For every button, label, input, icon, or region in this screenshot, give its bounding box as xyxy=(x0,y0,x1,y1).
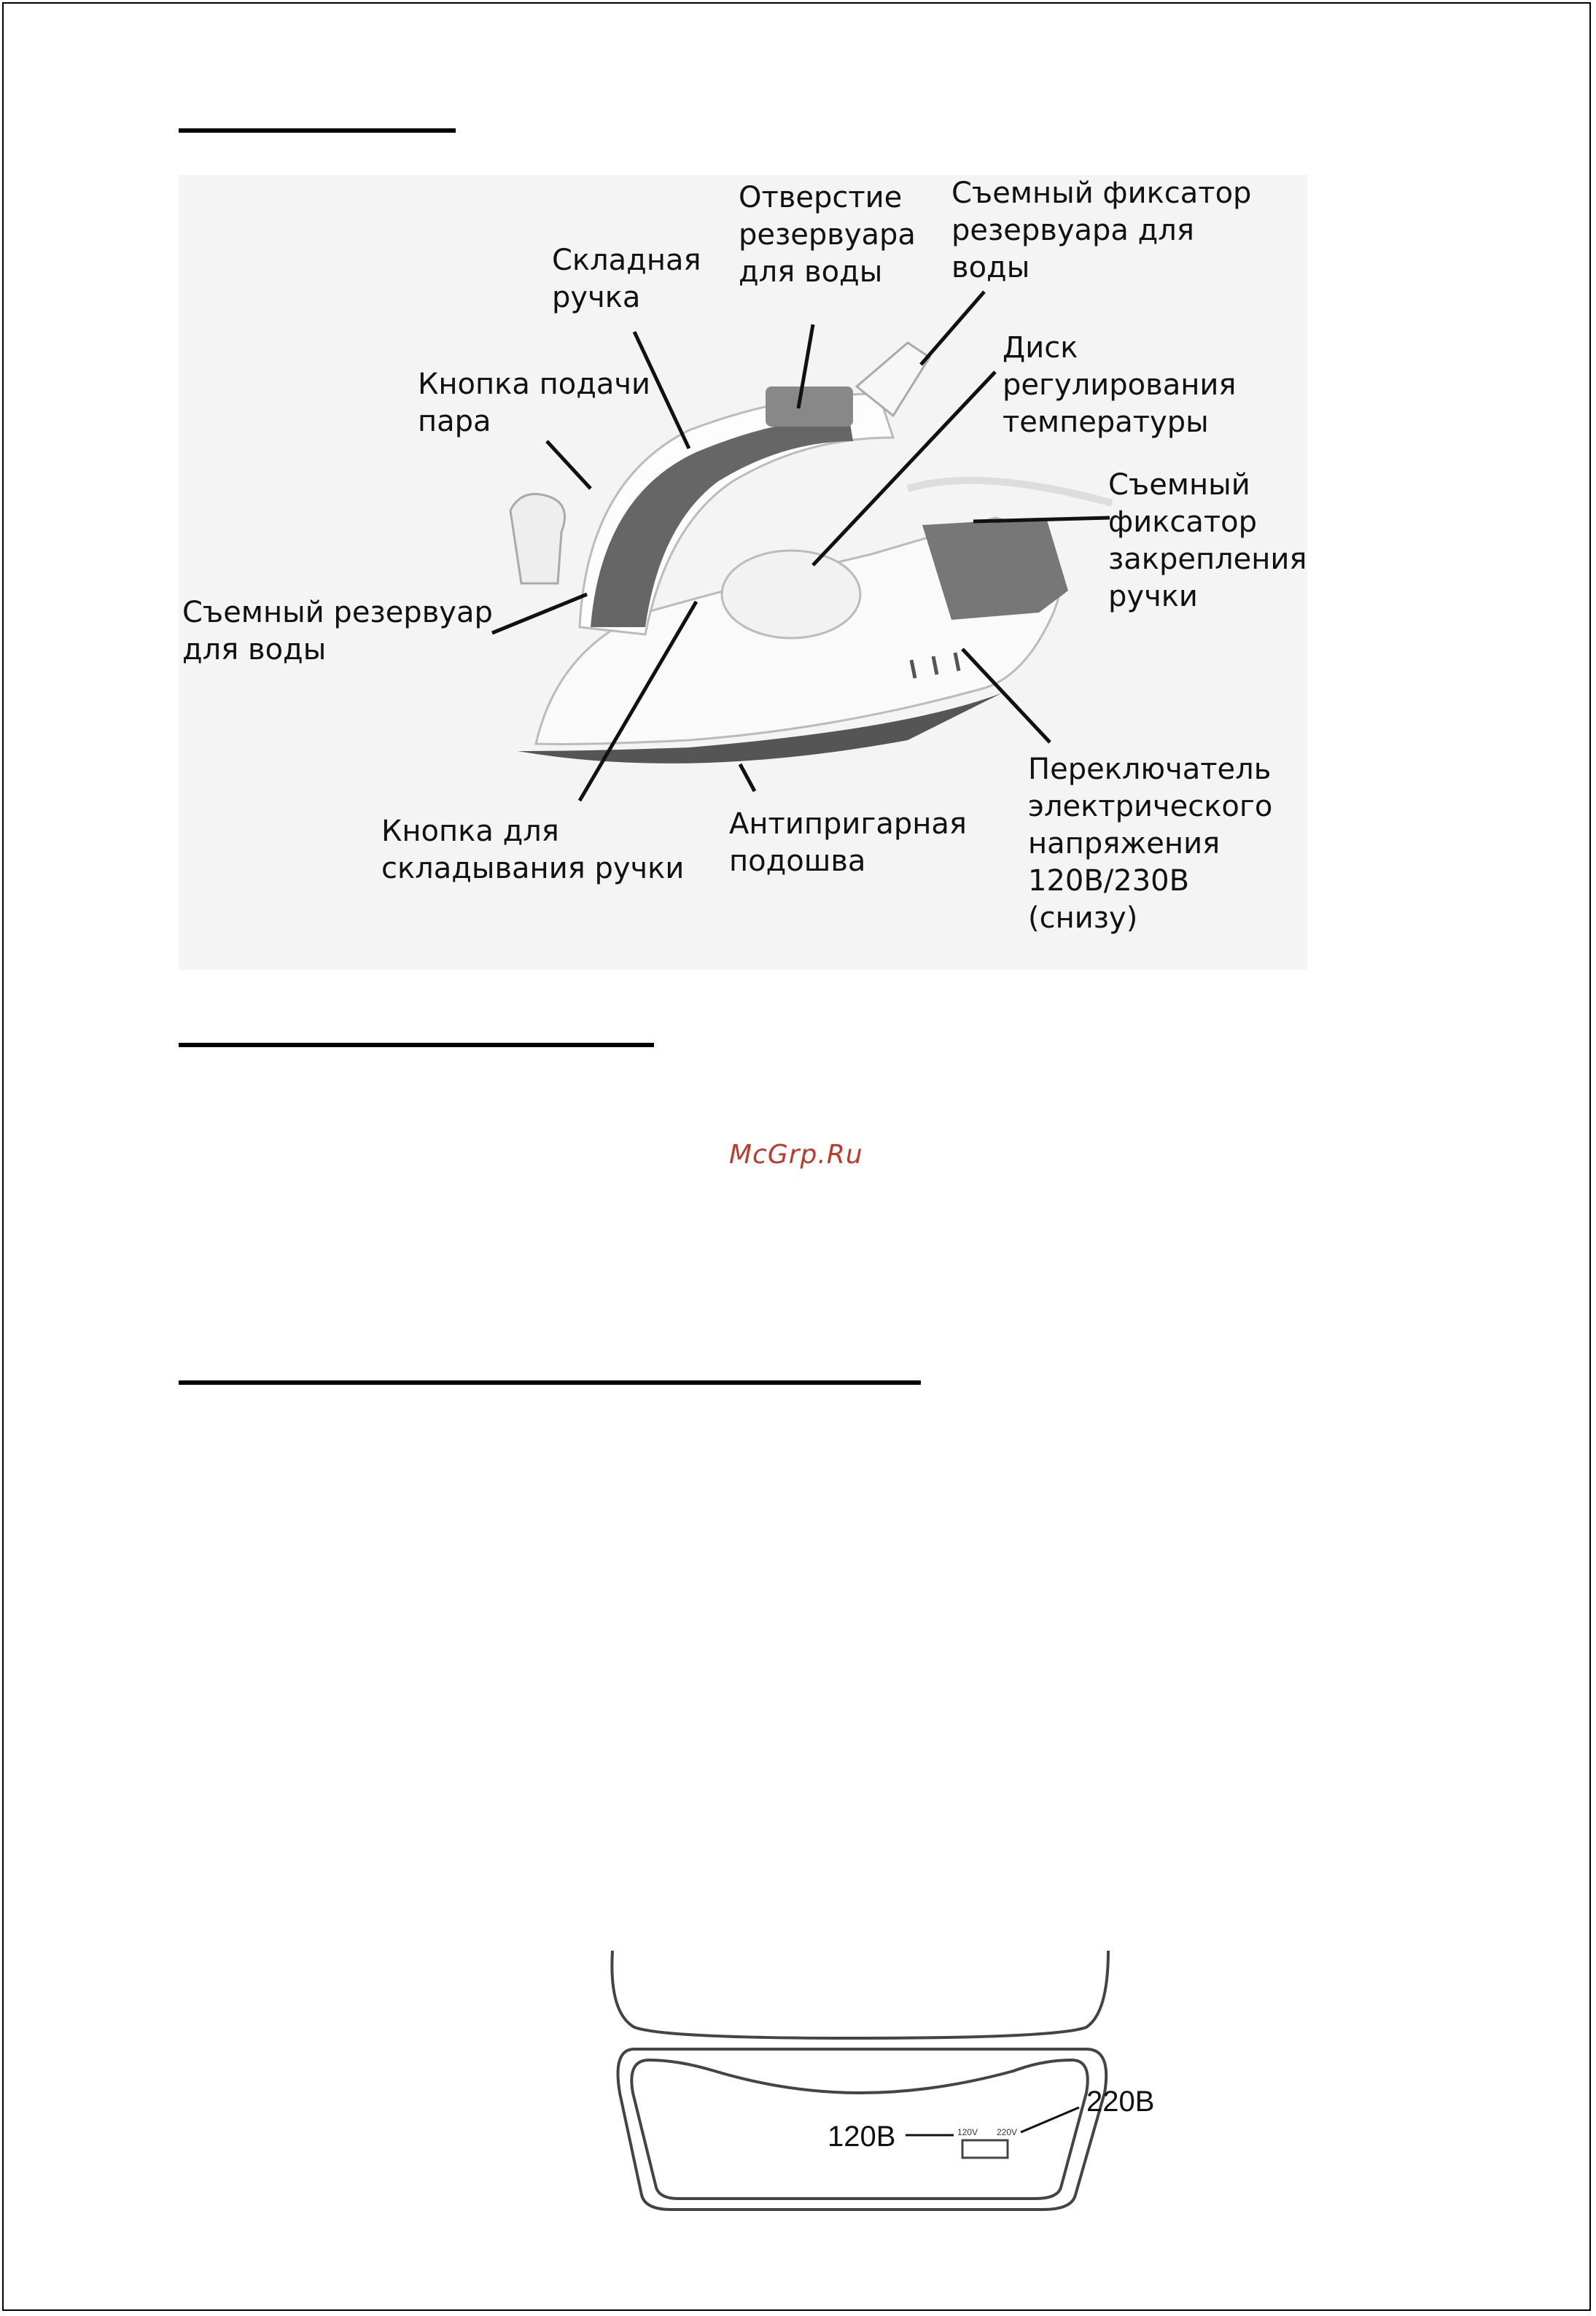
label-tank-opening: Отверстие резервуара для воды xyxy=(739,181,916,289)
label-folding-handle: Складная ручка xyxy=(552,244,701,314)
voltage-diagram xyxy=(605,1947,1174,2217)
heading-rule-3 xyxy=(179,1380,921,1385)
label-temp-dial: Диск регулирования температуры xyxy=(1003,331,1237,439)
voltage-switch-illustration xyxy=(605,1947,1174,2217)
label-voltage-switch: Переключатель электрического напряжения 120В/230В (снизу) xyxy=(1028,753,1273,935)
iron-bottom-outline xyxy=(612,1951,1108,2038)
label-water-tank: Съемный резервуар для воды xyxy=(182,596,493,667)
label-220v: 220В xyxy=(1086,2086,1155,2118)
watermark: McGrp.Ru xyxy=(729,1140,863,1170)
label-steam-button: Кнопка подачи пара xyxy=(418,368,650,438)
label-soleplate: Антипригарная подошва xyxy=(729,807,967,878)
label-handle-latch: Съемный фиксатор закрепления ручки xyxy=(1108,468,1307,613)
steam-button-shape xyxy=(510,494,565,584)
label-fold-button: Кнопка для складывания ручки xyxy=(381,815,685,885)
temp-dial-shape xyxy=(722,551,860,638)
heading-rule-2 xyxy=(179,1043,654,1047)
heading-rule-1 xyxy=(179,128,456,133)
voltage-slider xyxy=(962,2140,1008,2158)
small-label-120: 120V xyxy=(957,2127,978,2137)
small-label-220: 220V xyxy=(997,2127,1018,2137)
label-tank-latch: Съемный фиксатор резервуара для воды xyxy=(951,176,1252,284)
tank-cap xyxy=(766,386,853,427)
iron-diagram xyxy=(179,175,1307,970)
label-120v: 120В xyxy=(828,2121,896,2153)
cord xyxy=(908,481,1112,503)
